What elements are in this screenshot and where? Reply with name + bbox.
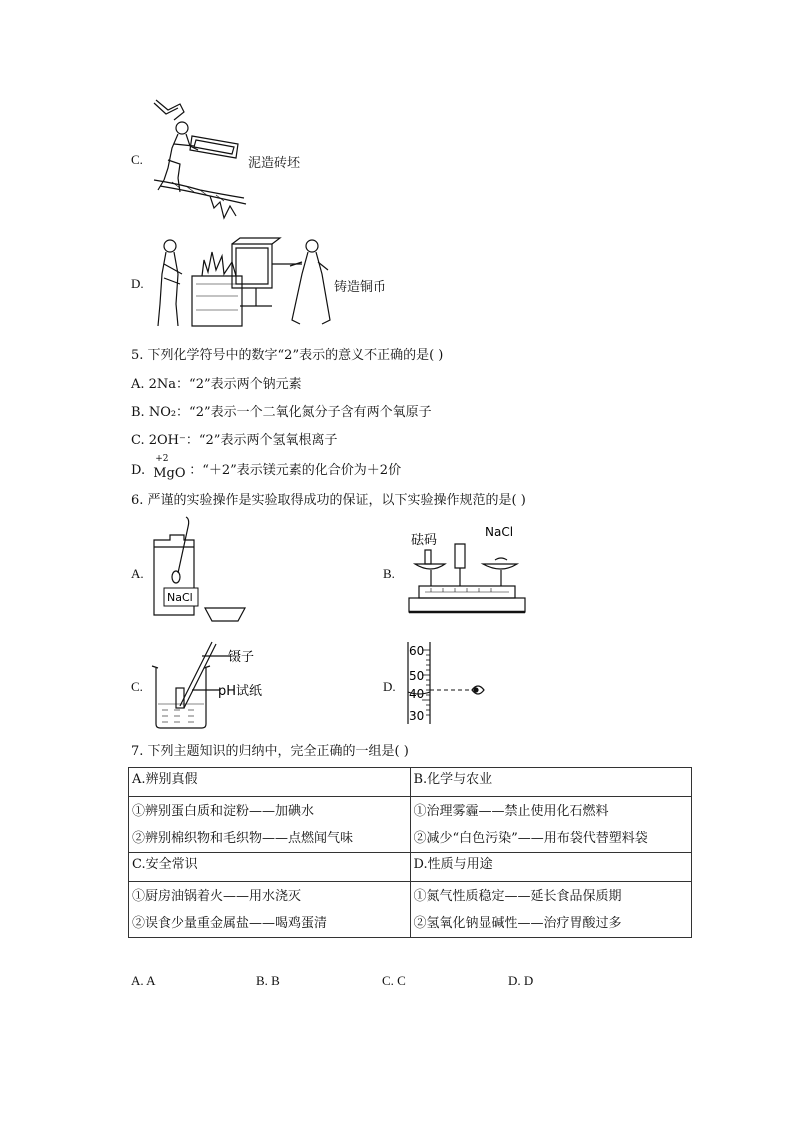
knowledge-table: [128, 767, 692, 938]
cell-d-title: D.性质与用途: [410, 853, 692, 882]
option-d-label: D.: [131, 276, 144, 291]
scale-50: 50: [409, 669, 425, 683]
cell-b-item-1: ①治理雾霾——禁止使用化石燃料: [413, 804, 609, 819]
q6-d-label: D.: [383, 679, 396, 694]
cell-b-items: [410, 797, 692, 853]
reagent-bottle-spoon-illustration: [150, 515, 250, 625]
balance-nacl-label: NaCl: [485, 525, 514, 539]
q5-option-d: [131, 454, 402, 481]
brick-making-illustration: [150, 98, 250, 223]
q5-option-c: C. 2OH⁻：“2”表示两个氢氧根离子: [131, 433, 338, 448]
cell-d-item-1: ①氮气性质稳定——延长食品保质期: [413, 889, 622, 904]
q7-answer-a[interactable]: A. A: [131, 973, 156, 988]
q6-a-label: A.: [131, 566, 144, 581]
cell-c-item-2: ②误食少量重金属盐——喝鸡蛋清: [132, 916, 328, 931]
cell-d-items: [410, 882, 692, 938]
q5-option-b: B. NO₂：“2”表示一个二氧化氮分子含有两个氧原子: [131, 405, 432, 420]
scale-30: 30: [409, 709, 425, 723]
q5-d-text: ：“＋2”表示镁元素的化合价为＋2价: [189, 463, 402, 478]
cell-b-title: B.化学与农业: [410, 768, 692, 797]
table-row: [129, 768, 692, 797]
q7-stem: 7. 下列主题知识的归纳中，完全正确的一组是( ): [131, 744, 409, 759]
q5-d-sup: +2: [155, 454, 169, 464]
cell-c-title: C.安全常识: [129, 853, 411, 882]
cell-c-items: [129, 882, 411, 938]
q6-stem: 6. 严谨的实验操作是实验取得成功的保证，以下实验操作规范的是( ): [131, 493, 526, 508]
ph-test-beaker-illustration: [150, 636, 280, 730]
q5-stem: 5. 下列化学符号中的数字“2”表示的意义不正确的是( ): [131, 348, 444, 363]
q5-option-a: A. 2Na：“2”表示两个钠元素: [131, 377, 302, 392]
q7-answer-d[interactable]: D. D: [508, 973, 534, 988]
cell-a-item-2: ②辨别棉织物和毛织物——点燃闻气味: [132, 831, 354, 846]
table-row: [129, 853, 692, 882]
scale-40: 40: [409, 687, 425, 701]
table-row: [129, 797, 692, 853]
cell-a-title: A.辨别真假: [129, 768, 411, 797]
eye-icon: [472, 686, 484, 694]
q5-d-formula: MgO: [153, 466, 186, 481]
q7-answer-b[interactable]: B. B: [256, 973, 280, 988]
option-d-caption: 铸造铜币: [334, 280, 387, 295]
option-c-label: C.: [131, 152, 143, 167]
ph-paper-label: pH试纸: [218, 684, 263, 699]
q6-b-label: B.: [383, 566, 395, 581]
tweezers-label: 镊子: [228, 650, 255, 665]
coin-casting-illustration: [152, 234, 342, 332]
cell-d-item-2: ②氢氧化钠显碱性——治疗胃酸过多: [413, 916, 622, 931]
q7-answer-c[interactable]: C. C: [382, 973, 406, 988]
graduated-cylinder-illustration: [404, 640, 494, 726]
balance-weight-label: 砝码: [411, 533, 438, 548]
q6-c-label: C.: [131, 679, 143, 694]
cell-b-item-2: ②减少“白色污染”——用布袋代替塑料袋: [413, 831, 648, 846]
bottle-label: NaCl: [167, 591, 193, 604]
scale-60: 60: [409, 644, 425, 658]
cell-c-item-1: ①厨房油锅着火——用水浇灭: [132, 889, 302, 904]
cell-a-items: [129, 797, 411, 853]
cell-a-item-1: ①辨别蛋白质和淀粉——加碘水: [132, 804, 315, 819]
q5-d-formula-wrap: [153, 454, 189, 481]
q5-d-label: D.: [131, 463, 146, 478]
table-row: [129, 882, 692, 938]
balance-illustration: [405, 522, 531, 618]
option-c-caption: 泥造砖坯: [248, 156, 301, 171]
